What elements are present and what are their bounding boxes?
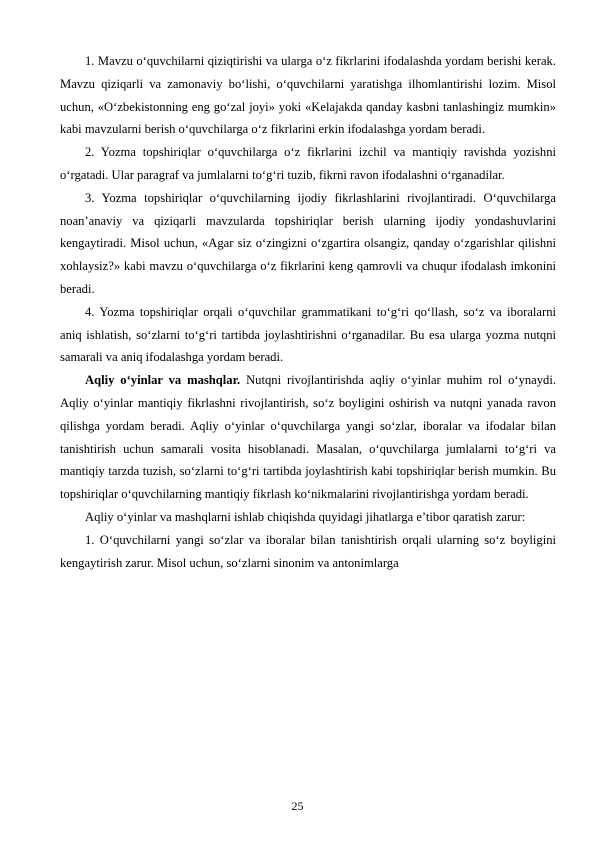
paragraph-5 <box>60 369 556 506</box>
paragraph-1: 1. Mavzu o‘quvchilarni qiziqtirishi va ularga o‘z fikrlarini ifodalashda yordam berishi kerak. Mavzu qiziqarli va zamonaviy bo‘lishi, o‘quvchilarni yaratishga ilhomlantirishi lozim. Misol uchun, «O‘zbekistonning eng go‘zal joyi» yoki «Kelajakda qanday kasbni tanlashingiz mumkin» kabi mavzularni berish o‘quvchilarga o‘z fikrlarini erkin ifodalashga yordam beradi. <box>60 54 556 137</box>
document-page <box>60 50 556 574</box>
paragraph-2: 2. Yozma topshiriqlar o‘quvchilarga o‘z fikrlarini izchil va mantiqiy ravishda yozishni o‘rgatadi. Ular paragraf va jumlalarni to‘g‘ri tuzib, fikrni ravon ifodalashni o‘rganadilar. <box>60 145 556 182</box>
paragraph-3: 3. Yozma topshiriqlar o‘quvchilarning ijodiy fikrlashlarini rivojlantiradi. O‘quvchilarga noan’anaviy va qiziqarli mavzularda topshiriqlar berish ularning ijodiy yondashuvlarini kengaytiradi. Misol uchun, «Agar siz o‘zingizni o‘zgartira olsangiz, qanday o‘zgarishlar qilishni xohlaysiz?» kabi mavzu o‘quvchilarga o‘z fikrlarini keng qamrovli va chuqur ifodalash imkonini beradi. <box>60 190 556 296</box>
section-heading: Aqliy o‘yinlar va mashqlar. <box>85 373 241 388</box>
paragraph-6: Aqliy o‘yinlar va mashqlarni ishlab chiqishda quyidagi jihatlarga e’tibor qaratish zarur: <box>85 509 526 524</box>
paragraph-7: 1. O‘quvchilarni yangi so‘zlar va iboralar bilan tanishtirish orqali ularning so‘z boyligini kengaytirish zarur. Misol uchun, so‘zlarni sinonim va antonimlarga <box>60 532 556 570</box>
paragraph-4: 4. Yozma topshiriqlar orqali o‘quvchilar grammatikani to‘g‘ri qo‘llash, so‘z va iboralarni aniq ishlatish, so‘zlarni to‘g‘ri tartibda joylashtirishni o‘rganadilar. Bu esa ularga yozma nutqni samarali va aniq ifodalashga yordam beradi. <box>60 304 556 365</box>
page-number: 25 <box>291 799 304 813</box>
paragraph-5-body: Nutqni rivojlantirishda aqliy o‘yinlar muhim rol o‘ynaydi. Aqliy o‘yinlar mantiqiy fikrlashni rivojlantirish, so‘z boyligini oshirish va nutqni yanada ravon qilishga yordam beradi. Aqliy o‘yinlar o‘quvchilarga yangi so‘zlar, iboralar va ifodalar bilan tanishtirish uchun samarali vosita hisoblanadi. Masalan, o‘quvchilarga jumlalarni to‘g‘ri va mantiqiy tarzda tuzish, so‘zlarni to‘g‘ri tartibda joylashtirish kabi topshiriqlar berish mumkin. Bu topshiriqlar o‘quvchilarning mantiqiy fikrlash ko‘nikmalarini rivojlantirishga yordam beradi. <box>60 373 556 502</box>
